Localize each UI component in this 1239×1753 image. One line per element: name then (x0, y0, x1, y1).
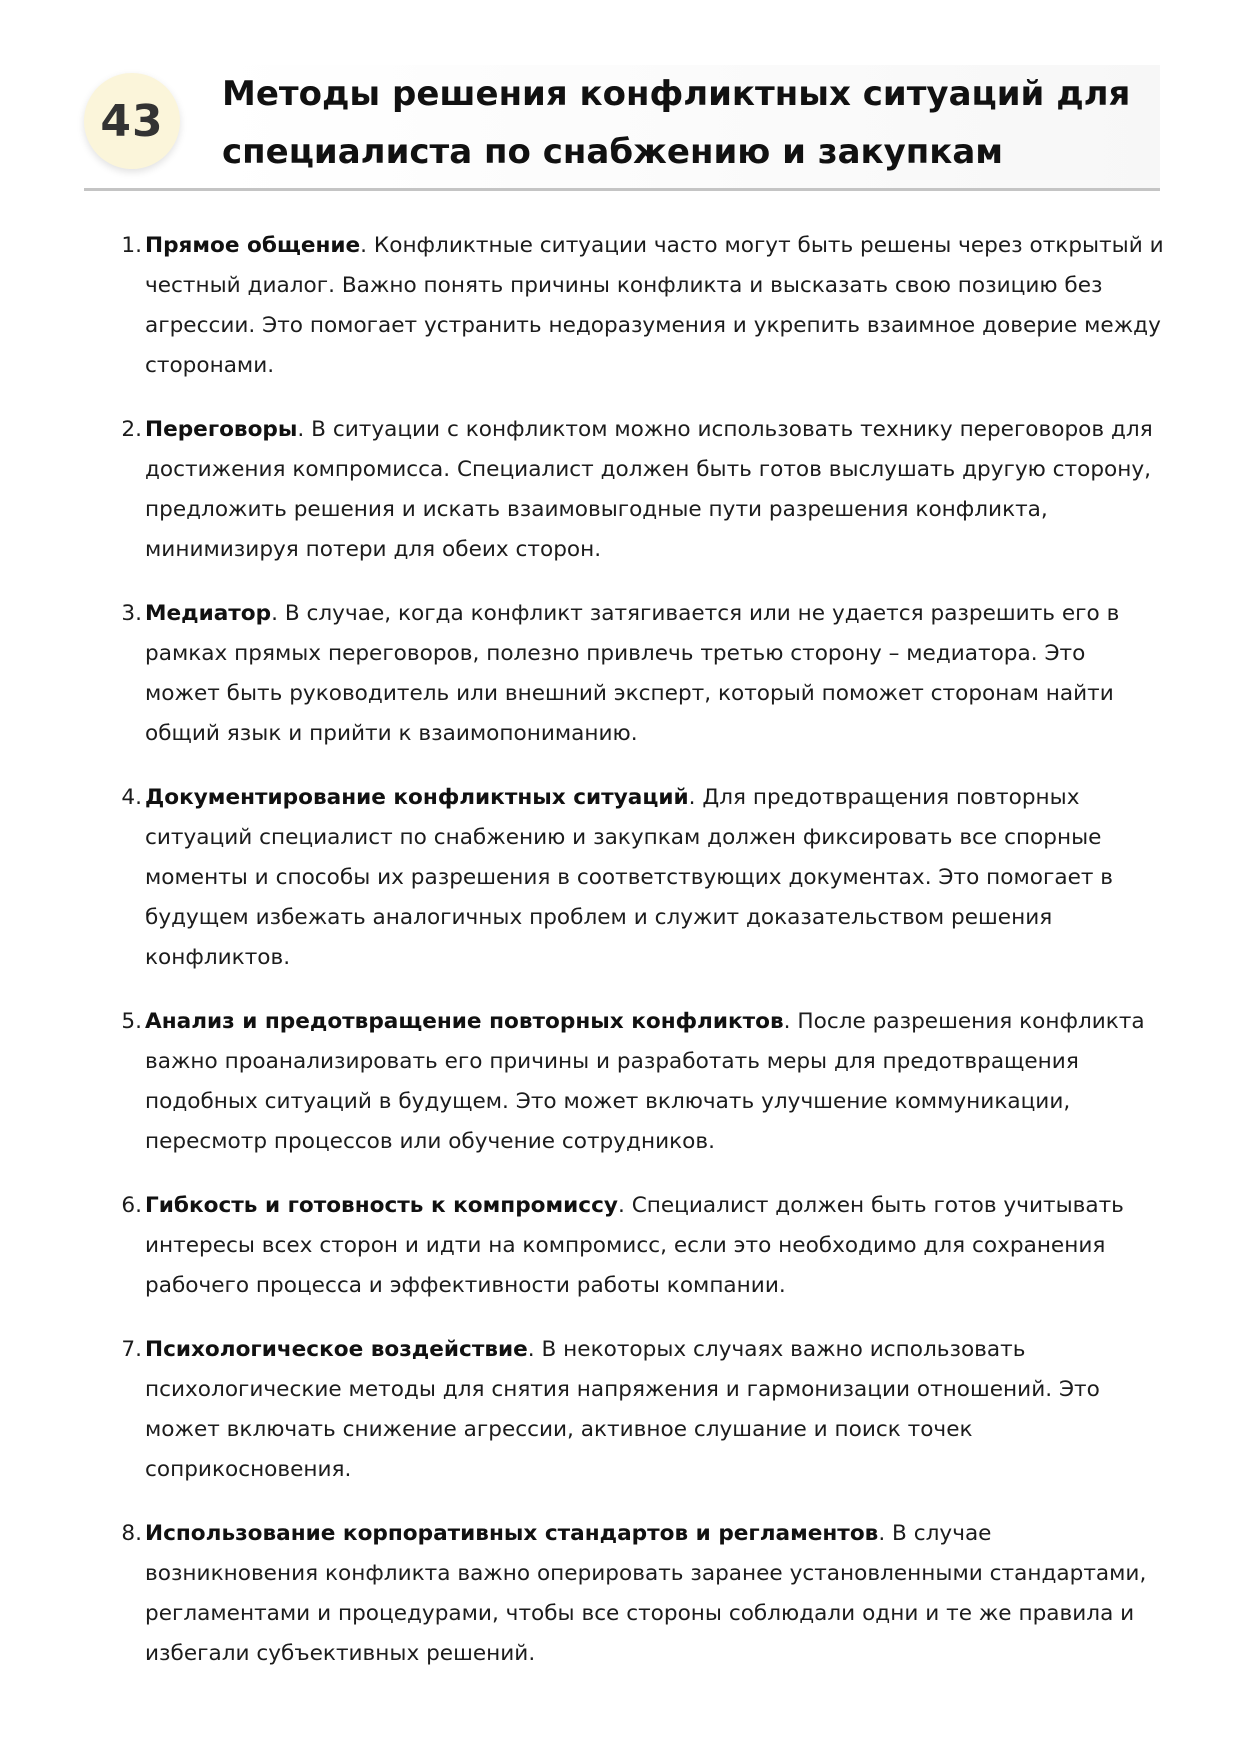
item-number: 6. (121, 1193, 142, 1218)
item-term: Анализ и предотвращение повторных конфликтов (145, 1009, 784, 1034)
list-item-3 (116, 594, 1166, 754)
item-description: . Специалист должен быть готов учитывать интересы всех сторон и идти на компромисс, если это необходимо для сохранения рабочего процесса и эффективности работы компании. (145, 1193, 1124, 1298)
item-number: 7. (121, 1337, 142, 1362)
page-header (84, 55, 1160, 191)
item-term: Прямое общение (145, 233, 361, 258)
item-description: . После разрешения конфликта важно проанализировать его причины и разработать меры для предотвращения подобных ситуаций в будущем. Это может включать улучшение коммуникации, пересмотр процессов или обучение сотрудников. (145, 1009, 1145, 1154)
page-title: Методы решения конфликтных ситуаций для специалиста по снабжению и закупкам (222, 74, 1131, 172)
list-item-2 (116, 410, 1166, 570)
item-number: 3. (121, 601, 142, 626)
item-number: 4. (121, 785, 142, 810)
item-term: Гибкость и готовность к компромиссу (145, 1193, 618, 1218)
item-number: 1. (121, 233, 142, 258)
item-number: 5. (121, 1009, 142, 1034)
item-description: . Конфликтные ситуации часто могут быть решены через открытый и честный диалог. Важно понять причины конфликта и высказать свою позицию без агрессии. Это помогает устранить недоразумения и укрепить взаимное доверие между сторонами. (145, 233, 1164, 378)
methods-list (116, 226, 1166, 1698)
list-item-4 (116, 778, 1166, 978)
list-item-8 (116, 1514, 1166, 1674)
item-term: Использование корпоративных стандартов и регламентов (145, 1521, 879, 1546)
list-item-1 (116, 226, 1166, 386)
list-item-7 (116, 1330, 1166, 1490)
item-description: . В ситуации с конфликтом можно использовать технику переговоров для достижения компромисса. Специалист должен быть готов выслушать другую сторону, предложить решения и искать взаимовыгодные пути разрешения конфликта, минимизируя потери для обеих сторон. (145, 417, 1153, 562)
list-item-6 (116, 1186, 1166, 1306)
item-description: . Для предотвращения повторных ситуаций специалист по снабжению и закупкам должен фиксировать все спорные моменты и способы их разрешения в соответствующих документах. Это помогает в будущем избежать аналогичных проблем и служит доказательством решения конфликтов. (145, 785, 1114, 970)
item-term: Психологическое воздействие (145, 1337, 528, 1362)
list-item-5 (116, 1002, 1166, 1162)
item-term: Медиатор (145, 601, 272, 626)
item-description: . В некоторых случаях важно использовать психологические методы для снятия напряжения и гармонизации отношений. Это может включать снижение агрессии, активное слушание и поиск точек соприкосновения. (145, 1337, 1100, 1482)
item-number: 8. (121, 1521, 142, 1546)
item-description: . В случае, когда конфликт затягивается или не удается разрешить его в рамках прямых переговоров, полезно привлечь третью сторону – медиатора. Это может быть руководитель или внешний эксперт, который поможет сторонам найти общий язык и прийти к взаимопониманию. (145, 601, 1120, 746)
item-term: Переговоры (145, 417, 298, 442)
item-description: . В случае возникновения конфликта важно оперировать заранее установленными стандартами, регламентами и процедурами, чтобы все стороны соблюдали одни и те же правила и избегали субъективных решений. (145, 1521, 1147, 1666)
item-term: Документирование конфликтных ситуаций (145, 785, 689, 810)
item-number: 2. (121, 417, 142, 442)
page-number-badge: 43 (84, 73, 180, 169)
